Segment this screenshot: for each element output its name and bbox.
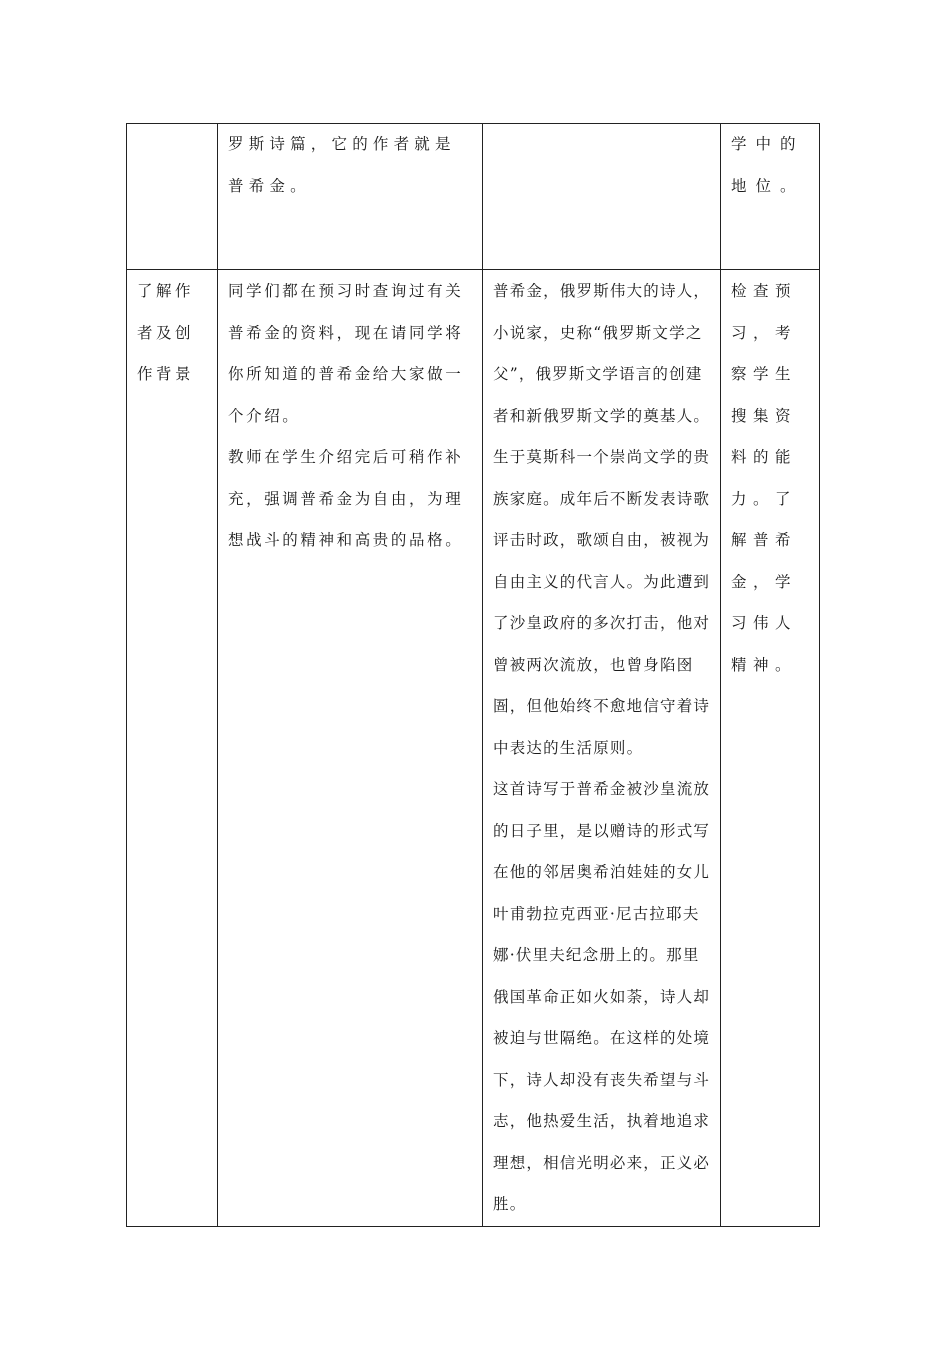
lesson-plan-table: [126, 123, 820, 1227]
row2-col1-cell: [127, 270, 218, 1227]
row2-col2-paragraph: 同学们都在预习时查询过有关普希金的资料，现在请同学将你所知道的普希金给大家做一个介绍。: [228, 282, 464, 425]
row2-col4-cell: [721, 270, 820, 1227]
row1-col4-cell: [721, 124, 820, 270]
row2-col1-text: 了解作者及创作背景: [137, 282, 195, 383]
row1-col3-cell: [483, 124, 721, 270]
row2-col4-text: 检查预习，考察学生搜集资料的能力。了解普希金，学习伟人精神。: [731, 282, 798, 674]
row1-col2-cell: [218, 124, 483, 270]
row2-col3-cell: [483, 270, 721, 1227]
row1-col2-text: 罗斯诗篇，它的作者就是普希金。: [228, 135, 456, 195]
row2-col3-paragraph: 普希金，俄罗斯伟大的诗人，小说家，史称“俄罗斯文学之父”，俄罗斯文学语言的创建者和新俄罗斯文学的奠基人。生于莫斯科一个崇尚文学的贵族家庭。成年后不断发表诗歌评击时政，歌颂自由，被视为自由主义的代言人。为此遭到了沙皇政府的多次打击，他对曾被两次流放，也曾身陷囹圄，但他始终不愈地信守着诗中表达的生活原则。: [493, 282, 711, 757]
row1-col4-text: 学中的地位。: [731, 135, 805, 195]
row1-col1-cell: [127, 124, 218, 270]
row2-col3-paragraph: 这首诗写于普希金被沙皇流放的日子里，是以赠诗的形式写在他的邻居奥希泊娃娃的女儿叶甫勃拉克西亚·尼古拉耶夫娜·伏里夫纪念册上的。那里俄国革命正如火如荼，诗人却被迫与世隔绝。在这样的处境下，诗人却没有丧失希望与斗志，他热爱生活，执着地追求理想，相信光明必来，正义必胜。: [493, 780, 711, 1213]
row2-col2-cell: [218, 270, 483, 1227]
table-row: [127, 270, 820, 1227]
table-row: [127, 124, 820, 270]
row2-col2-paragraph: 教师在学生介绍完后可稍作补充，强调普希金为自由，为理想战斗的精神和高贵的品格。: [228, 448, 464, 549]
